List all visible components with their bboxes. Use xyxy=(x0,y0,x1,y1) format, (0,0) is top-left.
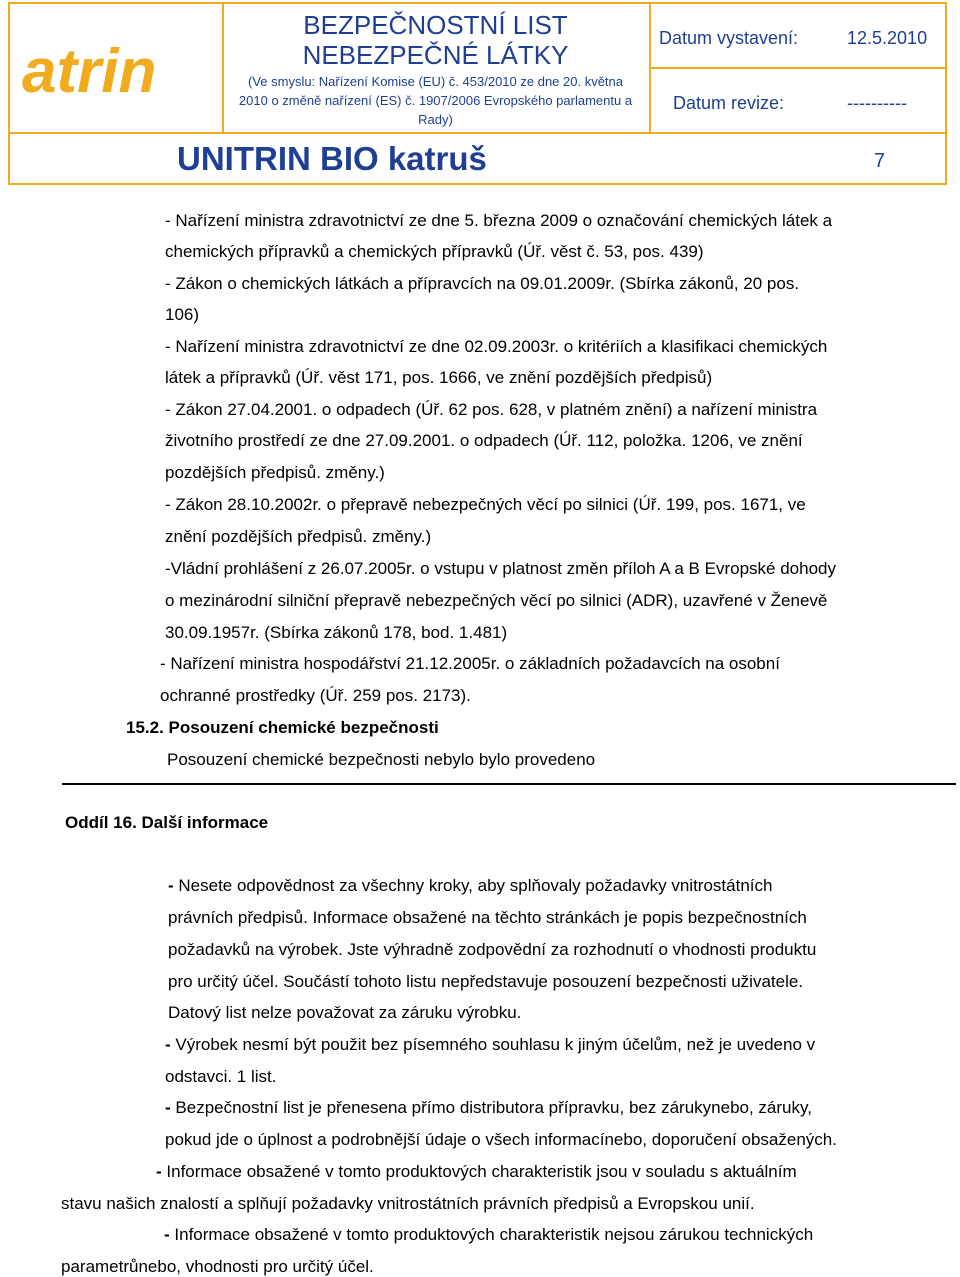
s16-paragraph-3 xyxy=(165,1098,812,1118)
body-line: o mezinárodní silniční přepravě nebezpečných věcí po silnici (ADR), uzavřené v Ženevě xyxy=(165,591,828,610)
s16-text: Informace obsažené v tomto produktových charakteristik nejsou zárukou technických xyxy=(169,1225,814,1244)
bullet-dash: - xyxy=(165,1098,171,1117)
product-name: UNITRIN BIO katruš xyxy=(177,140,487,177)
body-line: - Zákon 28.10.2002r. o přepravě nebezpečných věcí po silnici (Úř. 199, pos. 1671, ve xyxy=(165,495,806,514)
s16-line: právních předpisů. Informace obsažené na těchto stránkách je popis bezpečnostních xyxy=(168,908,807,927)
bullet-dash: - xyxy=(164,1225,170,1244)
title-cell xyxy=(222,2,651,134)
s16-text: Bezpečnostní list je přenesena přímo distributora přípravku, bez zárukynebo, záruky, xyxy=(170,1098,812,1117)
bullet-dash: - xyxy=(168,876,174,895)
s16-paragraph-5 xyxy=(164,1225,813,1245)
revision-date-label: Datum revize: xyxy=(673,93,785,113)
body-line: - Nařízení ministra hospodářství 21.12.2005r. o základních požadavcích na osobní xyxy=(160,654,780,673)
body-line: - Nařízení ministra zdravotnictví ze dne 02.09.2003r. o kritériích a klasifikaci chemických xyxy=(165,337,828,356)
issue-date-label: Datum vystavení: xyxy=(659,28,799,48)
s16-line: Datový list nelze považovat za záruku výrobku. xyxy=(168,1003,522,1022)
issue-date-row xyxy=(651,2,945,69)
s16-line: pro určitý účel. Součástí tohoto listu nepředstavuje posouzení bezpečnosti uživatele. xyxy=(168,972,804,991)
regulation-line: 2010 o změně nařízení (ES) č. 1907/2006 Evropského parlamentu a xyxy=(238,93,633,108)
body-line: ochranné prostředky (Úř. 259 pos. 2173). xyxy=(160,686,471,705)
document-subtitle: NEBEZPEČNÉ LÁTKY xyxy=(302,40,569,70)
section-15-2-title: 15.2. Posouzení chemické bezpečnosti xyxy=(126,718,439,737)
s16-line: odstavci. 1 list. xyxy=(165,1067,277,1086)
s16-text: Informace obsažené v tomto produktových charakteristik jsou v souladu s aktuálním xyxy=(161,1162,797,1181)
page-number: 7 xyxy=(874,150,886,172)
body-line: chemických přípravků a chemických přípravků (Úř. věst č. 53, pos. 439) xyxy=(165,242,704,261)
date-cell xyxy=(651,2,945,134)
revision-date-value: ---------- xyxy=(847,93,907,113)
body-line: 30.09.1957r. (Sbírka zákonů 178, bod. 1.481) xyxy=(165,623,508,642)
s16-paragraph-2 xyxy=(165,1035,815,1055)
regulation-note xyxy=(234,72,637,129)
body-line: - Zákon 27.04.2001. o odpadech (Úř. 62 pos. 628, v platném znění) a nařízení ministra xyxy=(165,400,818,419)
body-line: - Zákon o chemických látkách a přípravcích na 09.01.2009r. (Sbírka zákonů, 20 pos. xyxy=(165,274,800,293)
body-line: -Vládní prohlášení z 26.07.2005r. o vstupu v platnost změn příloh A a B Evropské dohody xyxy=(165,559,836,578)
s16-line: parametrůnebo, vhodnosti pro určitý účel. xyxy=(61,1257,374,1276)
section-divider xyxy=(62,783,956,785)
logo-cell xyxy=(8,2,224,134)
body-line: pozdějších předpisů. změny.) xyxy=(165,463,385,482)
s16-paragraph-4 xyxy=(156,1162,797,1182)
regulation-line: (Ve smyslu: Nařízení Komise (EU) č. 453/2010 ze dne 20. května xyxy=(247,74,623,89)
section-15-2-text: Posouzení chemické bezpečnosti nebylo bylo provedeno xyxy=(167,750,596,769)
s16-paragraph-1 xyxy=(168,876,772,896)
issue-date-value: 12.5.2010 xyxy=(847,28,928,48)
body-line: 106) xyxy=(165,305,200,324)
s16-text: Výrobek nesmí být použit bez písemného souhlasu k jiným účelům, než je uvedeno v xyxy=(170,1035,816,1054)
logo-text: atrin xyxy=(22,42,157,102)
section-16-title: Oddíl 16. Další informace xyxy=(65,813,269,832)
s16-line: požadavků na výrobek. Jste výhradně zodpovědní za rozhodnutí o vhodnosti produktu xyxy=(168,940,817,959)
regulation-line: Rady) xyxy=(418,112,453,127)
bullet-dash: - xyxy=(156,1162,162,1181)
atrin-logo xyxy=(22,42,210,102)
s16-line: pokud jde o úplnost a podrobnější údaje o všech informacínebo, doporučení obsažených. xyxy=(165,1130,837,1149)
document-header xyxy=(8,2,947,185)
body-line: látek a přípravků (Úř. věst 171, pos. 1666, ve znění pozdějších předpisů) xyxy=(165,368,713,387)
s16-line: stavu našich znalostí a splňují požadavky vnitrostátních právních předpisů a Evropskou unií. xyxy=(61,1194,755,1213)
body-line: životního prostředí ze dne 27.09.2001. o odpadech (Úř. 112, položka. 1206, ve znění xyxy=(165,431,803,450)
s16-text: Nesete odpovědnost za všechny kroky, aby splňovaly požadavky vnitrostátních xyxy=(173,876,773,895)
body-line: znění pozdějších předpisů. změny.) xyxy=(165,527,432,546)
document-title: BEZPEČNOSTNÍ LIST xyxy=(303,10,568,40)
bullet-dash: - xyxy=(165,1035,171,1054)
revision-date-row xyxy=(651,69,945,132)
body-line: - Nařízení ministra zdravotnictví ze dne 5. března 2009 o označování chemických látek a xyxy=(165,211,833,230)
